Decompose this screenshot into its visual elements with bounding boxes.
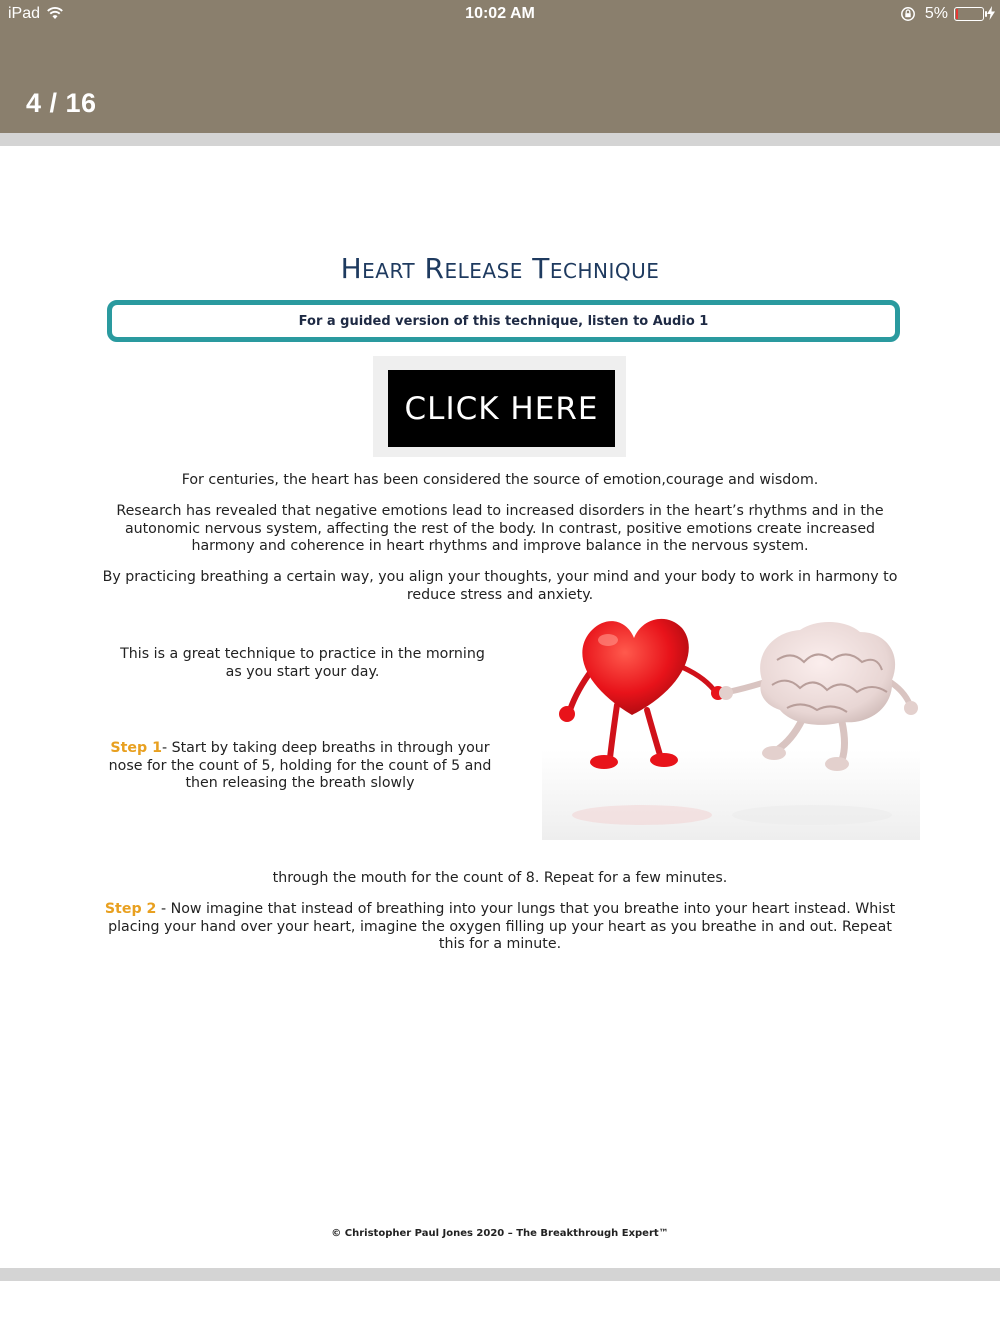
morning-paragraph: This is a great technique to practice in the morning as you start your day. — [120, 646, 485, 680]
click-here-label: CLICK HERE — [404, 390, 599, 427]
research-paragraph: Research has revealed that negative emotions lead to increased disorders in the heart’s rhythms and in the autonomic nervous system, affecting the rest of the body. In contrast, positive emotions create increased harmony and coherence in heart rhythms and improve balance in the nervous system. — [116, 503, 884, 554]
bottom-divider — [0, 1268, 1000, 1281]
top-divider — [0, 133, 1000, 146]
click-here-button[interactable] — [388, 370, 615, 447]
step2-text: - Now imagine that instead of breathing into your lungs that you breathe into your heart instead. Whist placing your hand over your heart, imagine the oxygen filling up your heart as you breathe in and out. Repeat this for a minute. — [108, 901, 896, 952]
status-time: 10:02 AM — [465, 5, 535, 22]
page-title: Heart Release Technique — [340, 252, 660, 285]
top-bar — [0, 0, 1000, 133]
carrier-label: iPad — [8, 5, 41, 22]
page-counter: 4 / 16 — [26, 88, 97, 118]
click-here-frame — [373, 356, 626, 457]
intro-paragraph: For centuries, the heart has been considered the source of emotion,courage and wisdom. — [181, 472, 819, 488]
battery-percent: 5% — [924, 5, 948, 22]
copyright-footer: © Christopher Paul Jones 2020 – The Breakthrough Expert™ — [331, 1228, 669, 1239]
step1-label: Step 1 — [110, 740, 162, 756]
battery-icon — [954, 7, 984, 21]
step1-text: - Start by taking deep breaths in through your nose for the count of 5, holding for the count of 5 and then releasing the breath slowly — [108, 740, 492, 791]
heart-and-brain-holding-hands-image — [542, 610, 920, 840]
step1-paragraph — [100, 740, 500, 793]
breathing-paragraph: By practicing breathing a certain way, you align your thoughts, your mind and your body to work in harmony to reduce stress and anxiety. — [102, 569, 898, 603]
orientation-lock-icon — [900, 6, 916, 22]
step2-label: Step 2 — [104, 901, 157, 917]
audio-note-box — [107, 300, 900, 342]
step1-continued-paragraph: through the mouth for the count of 8. Repeat for a few minutes. — [272, 870, 728, 886]
status-bar — [0, 4, 1000, 24]
step2-paragraph — [100, 901, 900, 954]
audio-note-text: For a guided version of this technique, listen to Audio 1 — [298, 313, 709, 329]
charging-bolt-icon — [986, 6, 996, 20]
